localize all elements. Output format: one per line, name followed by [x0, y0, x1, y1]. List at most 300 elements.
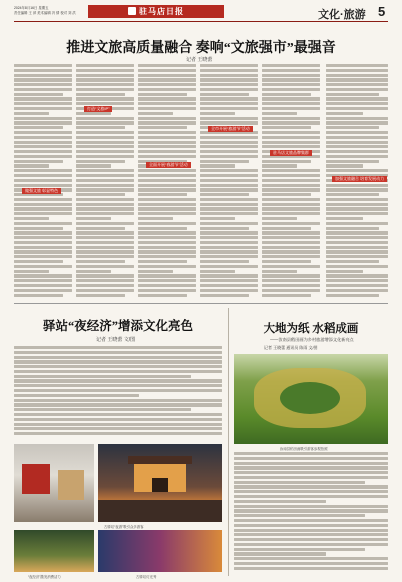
section-rubric: 文化·旅游 — [318, 9, 366, 21]
text-line — [14, 136, 72, 139]
text-line — [76, 74, 134, 77]
text-line — [76, 93, 125, 96]
text-line — [262, 217, 297, 220]
text-line — [76, 203, 134, 206]
text-line — [76, 145, 134, 148]
text-line — [14, 131, 72, 134]
text-line — [14, 427, 222, 430]
text-line — [76, 150, 134, 153]
text-line — [14, 432, 222, 435]
text-line — [200, 74, 258, 77]
text-line — [326, 169, 388, 172]
text-line — [262, 74, 320, 77]
text-line — [200, 69, 258, 72]
text-line — [234, 476, 388, 479]
text-line — [76, 236, 134, 239]
text-line — [138, 136, 196, 139]
text-line — [200, 160, 249, 163]
text-line — [14, 279, 72, 282]
text-line — [76, 164, 111, 167]
text-line — [234, 471, 388, 474]
text-line — [262, 117, 320, 120]
text-line — [234, 514, 365, 517]
text-line — [14, 379, 222, 382]
text-line — [76, 117, 134, 120]
text-line — [76, 102, 134, 105]
text-line — [14, 270, 49, 273]
text-line — [76, 212, 134, 215]
text-line — [138, 102, 196, 105]
text-line — [200, 250, 258, 253]
text-line — [234, 538, 388, 541]
text-line — [76, 83, 134, 86]
text-line — [234, 524, 388, 527]
text-line — [138, 126, 187, 129]
text-line — [234, 509, 388, 512]
text-line — [234, 500, 326, 503]
text-line — [138, 212, 196, 215]
text-line — [326, 155, 388, 158]
text-line — [138, 222, 196, 225]
text-line — [326, 193, 379, 196]
text-line — [234, 457, 388, 460]
text-line — [138, 83, 196, 86]
text-line — [262, 131, 320, 134]
text-line — [76, 155, 134, 158]
text-line — [138, 145, 196, 148]
text-line — [234, 557, 388, 560]
text-line — [138, 174, 196, 177]
bottom-right-title: 大地为纸 水稻成画 — [263, 323, 359, 335]
text-line — [234, 562, 388, 565]
text-line — [14, 246, 72, 249]
text-line — [262, 83, 320, 86]
text-line — [200, 88, 258, 91]
text-line — [14, 74, 72, 77]
top-story-title: 推进文旅高质量融合 奏响“文旅强市”最强音 — [66, 41, 336, 56]
text-line — [326, 78, 388, 81]
text-line — [14, 222, 72, 225]
text-line — [262, 289, 320, 292]
text-line — [14, 121, 72, 124]
text-line — [14, 408, 191, 411]
text-line — [14, 260, 63, 263]
text-line — [138, 193, 187, 196]
text-line — [326, 112, 363, 115]
text-line — [14, 160, 63, 163]
text-line — [262, 207, 320, 210]
text-line — [138, 184, 196, 187]
text-line — [76, 198, 134, 201]
bottom-left-text — [14, 346, 222, 440]
top-col-2 — [76, 64, 134, 300]
text-line — [262, 174, 320, 177]
section-label: 做强文旅 彰显特色 — [22, 188, 61, 194]
text-line — [200, 236, 258, 239]
text-line — [234, 485, 388, 488]
text-line — [14, 69, 72, 72]
text-line — [262, 241, 320, 244]
text-line — [138, 121, 196, 124]
text-line — [326, 241, 388, 244]
text-line — [138, 88, 196, 91]
text-line — [14, 145, 72, 148]
text-line — [200, 184, 258, 187]
text-line — [234, 519, 388, 522]
text-line — [76, 160, 125, 163]
text-line — [200, 241, 258, 244]
text-line — [326, 217, 363, 220]
text-line — [326, 121, 388, 124]
text-line — [138, 69, 196, 72]
market-photo-small — [14, 444, 94, 522]
text-line — [76, 255, 134, 258]
text-line — [14, 64, 72, 67]
text-line — [200, 270, 235, 273]
text-line — [326, 97, 388, 100]
text-line — [14, 217, 49, 220]
top-story-byline: 记者 王晓蕾 — [186, 57, 213, 63]
text-line — [76, 274, 134, 277]
photo-caption: 汝南县稻田画吸引游客参观拍照 — [280, 447, 328, 451]
text-line — [200, 78, 258, 81]
text-line — [262, 227, 311, 230]
text-line — [14, 174, 72, 177]
top-col-6 — [326, 64, 388, 300]
text-line — [76, 131, 134, 134]
text-line — [14, 198, 72, 201]
text-line — [234, 462, 388, 465]
text-line — [326, 274, 388, 277]
text-line — [326, 131, 388, 134]
text-line — [200, 121, 258, 124]
text-line — [14, 274, 72, 277]
text-line — [14, 389, 222, 392]
text-line — [200, 294, 249, 297]
text-line — [200, 145, 258, 148]
text-line — [76, 217, 111, 220]
text-line — [262, 184, 320, 187]
text-line — [200, 255, 258, 258]
text-line — [262, 107, 320, 110]
text-line — [262, 193, 311, 196]
text-line — [234, 466, 388, 469]
text-line — [262, 284, 320, 287]
text-line — [76, 121, 134, 124]
text-line — [76, 294, 125, 297]
section-label: 加强文旅融合 培育发展动力 — [332, 176, 387, 182]
text-line — [262, 231, 320, 234]
text-line — [138, 246, 196, 249]
text-line — [200, 169, 258, 172]
text-line — [14, 164, 49, 167]
text-line — [262, 212, 320, 215]
text-line — [14, 365, 222, 368]
text-line — [262, 169, 320, 172]
text-line — [200, 102, 258, 105]
text-line — [326, 102, 388, 105]
text-line — [326, 231, 388, 234]
text-line — [326, 64, 388, 67]
text-line — [262, 112, 297, 115]
text-line — [326, 93, 379, 96]
text-line — [138, 274, 196, 277]
text-line — [326, 117, 388, 120]
text-line — [14, 265, 72, 268]
text-line — [200, 107, 258, 110]
text-line — [200, 117, 258, 120]
text-line — [200, 212, 258, 215]
text-line — [262, 203, 320, 206]
text-line — [138, 294, 187, 297]
text-line — [326, 198, 388, 201]
text-line — [14, 236, 72, 239]
text-line — [76, 112, 111, 115]
text-line — [76, 179, 134, 182]
text-line — [262, 141, 320, 144]
text-line — [76, 260, 125, 263]
bottom-left-title: 驿站“夜经济”增添文化亮色 — [42, 319, 193, 333]
text-line — [200, 174, 258, 177]
text-line — [326, 141, 388, 144]
text-line — [326, 107, 388, 110]
text-line — [234, 490, 388, 493]
text-line — [262, 93, 311, 96]
bottom-right-text — [234, 452, 388, 572]
text-line — [138, 255, 196, 258]
text-line — [200, 97, 258, 100]
text-line — [326, 265, 388, 268]
text-line — [14, 375, 191, 378]
text-line — [326, 150, 388, 153]
text-line — [76, 126, 125, 129]
text-line — [76, 227, 125, 230]
text-line — [262, 145, 320, 148]
text-line — [14, 356, 222, 359]
text-line — [326, 222, 388, 225]
text-line — [14, 241, 72, 244]
text-line — [200, 246, 258, 249]
text-line — [14, 394, 139, 397]
text-line — [262, 265, 320, 268]
text-line — [138, 279, 196, 282]
text-line — [326, 246, 388, 249]
text-line — [138, 203, 196, 206]
text-line — [138, 97, 196, 100]
text-line — [76, 270, 111, 273]
rice-field-art-photo — [234, 354, 388, 444]
text-line — [138, 78, 196, 81]
text-line — [14, 294, 63, 297]
text-line — [138, 179, 196, 182]
text-line — [326, 74, 388, 77]
text-line — [14, 418, 222, 421]
text-line — [138, 284, 196, 287]
section-label: 全市开展“旅游节”活动 — [208, 126, 253, 132]
text-line — [14, 231, 72, 234]
text-line — [14, 83, 72, 86]
text-line — [200, 179, 258, 182]
text-line — [138, 117, 196, 120]
text-line — [234, 505, 388, 508]
text-line — [14, 384, 222, 387]
text-line — [234, 567, 388, 570]
text-line — [14, 351, 222, 354]
text-line — [14, 423, 222, 426]
text-line — [262, 179, 320, 182]
photo-caption: 古驿站灯光秀 — [136, 575, 157, 579]
top-col-5 — [262, 64, 320, 300]
text-line — [138, 241, 196, 244]
text-line — [138, 169, 196, 172]
text-line — [138, 236, 196, 239]
text-line — [14, 93, 63, 96]
text-line — [326, 212, 388, 215]
text-line — [200, 217, 235, 220]
logo-seal-icon — [128, 7, 136, 15]
text-line — [138, 93, 187, 96]
text-line — [14, 284, 72, 287]
text-line — [326, 227, 379, 230]
text-line — [14, 413, 222, 416]
text-line — [234, 452, 388, 455]
text-line — [138, 250, 196, 253]
text-line — [262, 102, 320, 105]
text-line — [200, 260, 249, 263]
text-line — [76, 97, 134, 100]
text-line — [262, 160, 311, 163]
text-line — [262, 164, 297, 167]
text-line — [262, 270, 297, 273]
text-line — [200, 198, 258, 201]
text-line — [138, 260, 187, 263]
text-line — [200, 265, 258, 268]
text-line — [326, 164, 363, 167]
text-line — [14, 403, 222, 406]
text-line — [326, 250, 388, 253]
text-line — [14, 207, 72, 210]
text-line — [76, 174, 134, 177]
header-rule — [14, 21, 388, 22]
text-line — [138, 231, 196, 234]
text-line — [262, 64, 320, 67]
text-line — [14, 399, 222, 402]
text-line — [262, 250, 320, 253]
text-line — [14, 141, 72, 144]
text-line — [76, 64, 134, 67]
text-line — [14, 78, 72, 81]
text-line — [76, 284, 134, 287]
text-line — [326, 88, 388, 91]
text-line — [200, 83, 258, 86]
text-line — [14, 227, 63, 230]
text-line — [234, 495, 388, 498]
text-line — [138, 64, 196, 67]
text-line — [14, 112, 49, 115]
text-line — [138, 198, 196, 201]
text-line — [14, 360, 222, 363]
text-line — [200, 231, 258, 234]
text-line — [76, 289, 134, 292]
text-line — [234, 481, 365, 484]
bottom-left-byline: 记者 王晓蕾 文/图 — [96, 337, 136, 343]
text-line — [262, 78, 320, 81]
text-line — [200, 274, 258, 277]
text-line — [138, 188, 196, 191]
text-line — [262, 126, 311, 129]
photo-caption: “夜经济”激发消费活力 — [28, 575, 61, 579]
text-line — [326, 203, 388, 206]
editor-line: 责任编辑 王 萍 美术编辑 冯 倩 校对 刘 洪 — [14, 11, 76, 15]
text-line — [14, 102, 72, 105]
text-line — [14, 126, 63, 129]
text-line — [76, 141, 134, 144]
text-line — [200, 279, 258, 282]
text-line — [14, 184, 72, 187]
text-line — [326, 289, 388, 292]
text-line — [326, 69, 388, 72]
masthead — [88, 5, 224, 18]
text-line — [234, 533, 388, 536]
text-line — [14, 97, 72, 100]
photo-caption: 古驿站“夜游”吸引众多游客 — [104, 525, 144, 529]
text-line — [234, 548, 365, 551]
text-line — [234, 543, 388, 546]
text-line — [14, 289, 72, 292]
text-line — [76, 207, 134, 210]
text-line — [200, 227, 249, 230]
text-line — [200, 188, 258, 191]
text-line — [138, 155, 196, 158]
page-number: 5 — [378, 4, 386, 19]
text-line — [14, 250, 72, 253]
text-line — [326, 184, 388, 187]
light-show-photo — [98, 530, 222, 572]
text-line — [14, 212, 72, 215]
text-line — [76, 265, 134, 268]
text-line — [138, 131, 196, 134]
column-divider — [228, 308, 229, 576]
text-line — [76, 222, 134, 225]
text-line — [76, 69, 134, 72]
text-line — [326, 260, 379, 263]
section-label: 全面开展“春游节”活动 — [146, 162, 191, 168]
top-col-3 — [138, 64, 196, 300]
text-line — [262, 198, 320, 201]
text-line — [326, 279, 388, 282]
text-line — [138, 270, 173, 273]
story-divider — [14, 303, 388, 304]
text-line — [200, 155, 258, 158]
crowd-photo — [14, 530, 94, 572]
bottom-right-byline: 记者 王晓蕾 通讯员 陈雨 文/图 — [264, 345, 318, 350]
text-line — [138, 227, 187, 230]
text-line — [326, 207, 388, 210]
text-line — [138, 150, 196, 153]
text-line — [262, 255, 320, 258]
section-label: 驻马店文旅品牌集群 — [270, 150, 312, 156]
text-line — [326, 236, 388, 239]
text-line — [138, 112, 173, 115]
text-line — [326, 136, 388, 139]
text-line — [76, 184, 134, 187]
text-line — [326, 270, 363, 273]
text-line — [138, 207, 196, 210]
text-line — [76, 169, 134, 172]
text-line — [76, 136, 134, 139]
text-line — [138, 74, 196, 77]
text-line — [200, 141, 258, 144]
